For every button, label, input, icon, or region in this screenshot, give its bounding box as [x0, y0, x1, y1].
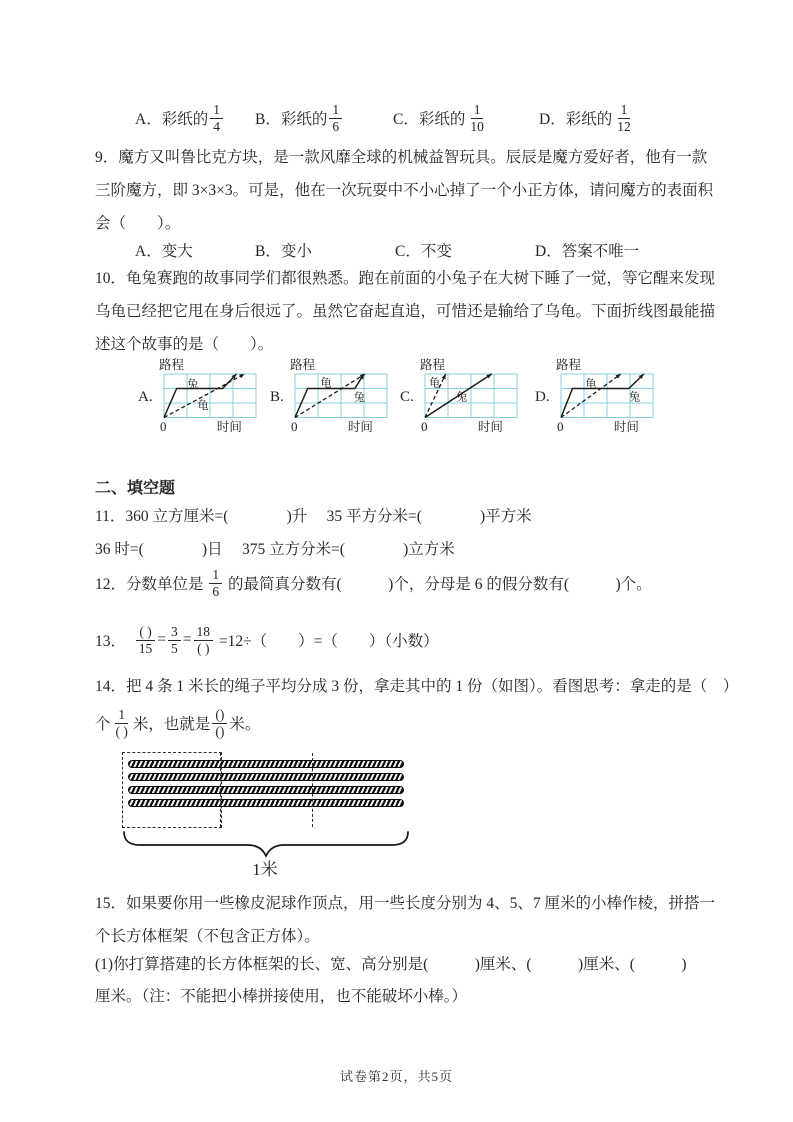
- q9-option-d: D．答案不唯一: [535, 243, 640, 260]
- q10-line-2: 乌龟已经把它甩在身后很远了。虽然它奋起直追，可惜还是输给了乌龟。下面折线图最能描: [95, 303, 716, 320]
- q10-chart-b: [287, 356, 391, 436]
- text-segment: B．彩纸的: [255, 111, 328, 128]
- q8-option-c: [393, 96, 489, 140]
- svg-text:龟: 龟: [428, 377, 441, 390]
- rope-1: [128, 760, 404, 768]
- q12-line: [95, 561, 652, 605]
- rope-3: [128, 786, 404, 794]
- svg-text:时间: 时间: [347, 420, 373, 434]
- rope-length-label: 1米: [252, 860, 278, 879]
- svg-text:兔: 兔: [455, 391, 468, 404]
- text-segment: 13．: [95, 633, 134, 650]
- text-segment: A．彩纸的: [135, 111, 209, 128]
- svg-text:龟: 龟: [584, 378, 597, 391]
- fraction: $\frac{3}{5}$: [168, 624, 181, 655]
- q14-line-2: [95, 699, 260, 747]
- fraction: $\frac{()}{()}$: [212, 707, 227, 738]
- section2-heading: 二、填空题: [95, 480, 176, 497]
- svg-text:龟: 龟: [196, 400, 209, 413]
- svg-text:兔: 兔: [353, 392, 365, 405]
- q15-line-2: 个长方体框架（不包含正方体）。: [95, 928, 320, 945]
- q9-line-2: 三阶魔方，即 3×3×3。可是，他在一次玩耍中不小心掉了一个小正方体，请问魔方的表面积: [95, 182, 714, 199]
- q15-sub1-line-1: (1)你打算搭建的长方体框架的长、宽、高分别是( )厘米、( )厘米、( ): [95, 956, 687, 973]
- text-segment: 个: [95, 716, 111, 733]
- svg-text:龟: 龟: [320, 377, 332, 390]
- svg-text:兔: 兔: [628, 391, 640, 404]
- q14-rope-diagram: [118, 745, 418, 881]
- q10-chart-d: [553, 356, 657, 436]
- q11-line-1: 11．360 立方厘米=( )升 35 平方分米=( )平方米: [95, 508, 532, 525]
- fraction: $\frac{1}{6}$: [329, 102, 342, 133]
- q8-option-d: [539, 96, 636, 140]
- q10-chart-option-b: [270, 356, 391, 436]
- svg-text:路程: 路程: [555, 358, 581, 372]
- rope-third-divider-1: [220, 753, 221, 827]
- svg-text:时间: 时间: [477, 420, 503, 434]
- text-segment: 米，也就是: [132, 716, 211, 733]
- q10-line-3: 述这个故事的是（ ）。: [95, 336, 274, 353]
- fraction: $\frac{( )}{15}$: [136, 624, 156, 655]
- q10-chart-a-letter: A.: [138, 389, 153, 405]
- svg-text:0: 0: [556, 419, 564, 434]
- svg-text:0: 0: [159, 419, 167, 434]
- q9-option-c: C．不变: [395, 243, 452, 260]
- q10-chart-option-a: [138, 356, 260, 436]
- text-segment: C．彩纸的: [393, 111, 466, 128]
- text-segment: 米。: [229, 716, 261, 733]
- text-segment: =12÷（ ）=（ ）（小数）: [215, 633, 439, 650]
- q10-chart-d-letter: D.: [535, 389, 550, 405]
- text-segment: 12．分数单位是: [95, 576, 208, 593]
- svg-text:路程: 路程: [158, 358, 184, 372]
- q13-line: [95, 614, 439, 666]
- fraction: $\frac{18}{( )}$: [194, 624, 214, 655]
- text-segment: =: [157, 631, 167, 648]
- q15-sub1-line-2: 厘米。（注：不能把小棒拼接使用，也不能破坏小棒。）: [95, 988, 468, 1005]
- fraction: $\frac{1}{6}$: [209, 567, 222, 598]
- text-segment: D．彩纸的: [539, 111, 613, 128]
- q15-line-1: 15．如果要你用一些橡皮泥球作顶点，用一些长度分别为 4、5、7 厘米的小棒作棱，拼搭一: [95, 895, 716, 912]
- svg-text:时间: 时间: [613, 420, 639, 434]
- svg-text:路程: 路程: [289, 358, 315, 372]
- q8-option-a: [135, 96, 225, 140]
- q9-line-1: 9．魔方又叫鲁比克方块，是一款风靡全球的机械益智玩具。辰辰是魔方爱好者，他有一款: [95, 149, 708, 166]
- fraction: $\frac{1}{( )}$: [115, 707, 128, 739]
- page-footer: 试卷第2页，共5页: [339, 1069, 453, 1084]
- q9-option-a: A．变大: [135, 243, 193, 260]
- rope-4: [128, 799, 404, 807]
- fraction: $\frac{1}{10}$: [470, 102, 484, 134]
- q14-line-1: 14．把 4 条 1 米长的绳子平均分成 3 份，拿走其中的 1 份（如图）。看图思考：拿走的是（ ）: [95, 678, 739, 695]
- q10-chart-a: [156, 356, 260, 436]
- q11-line-2: 36 时=( )日 375 立方分米=( )立方米: [95, 541, 455, 558]
- svg-text:0: 0: [290, 419, 298, 434]
- svg-text:路程: 路程: [419, 358, 445, 372]
- fraction: $\frac{1}{4}$: [210, 102, 223, 133]
- q10-chart-option-c: [400, 356, 521, 436]
- q9-line-3: 会（ ）。: [95, 215, 181, 232]
- svg-text:0: 0: [420, 419, 428, 434]
- text-segment: 的最简真分数有( )个，分母是 6 的假分数有( )个。: [224, 576, 652, 593]
- svg-text:时间: 时间: [216, 420, 242, 434]
- q10-chart-c: [417, 356, 521, 436]
- rope-2: [128, 773, 404, 781]
- svg-text:兔: 兔: [186, 379, 199, 392]
- q9-option-b: B．变小: [255, 243, 312, 260]
- q10-chart-b-letter: B.: [270, 389, 284, 405]
- text-segment: =: [182, 631, 192, 648]
- q10-line-1: 10．龟兔赛跑的故事同学们都很熟悉。跑在前面的小兔子在大树下睡了一觉，等它醒来发现: [95, 270, 716, 287]
- q10-chart-c-letter: C.: [400, 389, 414, 405]
- q10-chart-option-d: [535, 356, 657, 436]
- rope-third-divider-2: [312, 753, 313, 827]
- q8-option-b: [255, 96, 344, 140]
- fraction: $\frac{1}{12}$: [617, 102, 631, 134]
